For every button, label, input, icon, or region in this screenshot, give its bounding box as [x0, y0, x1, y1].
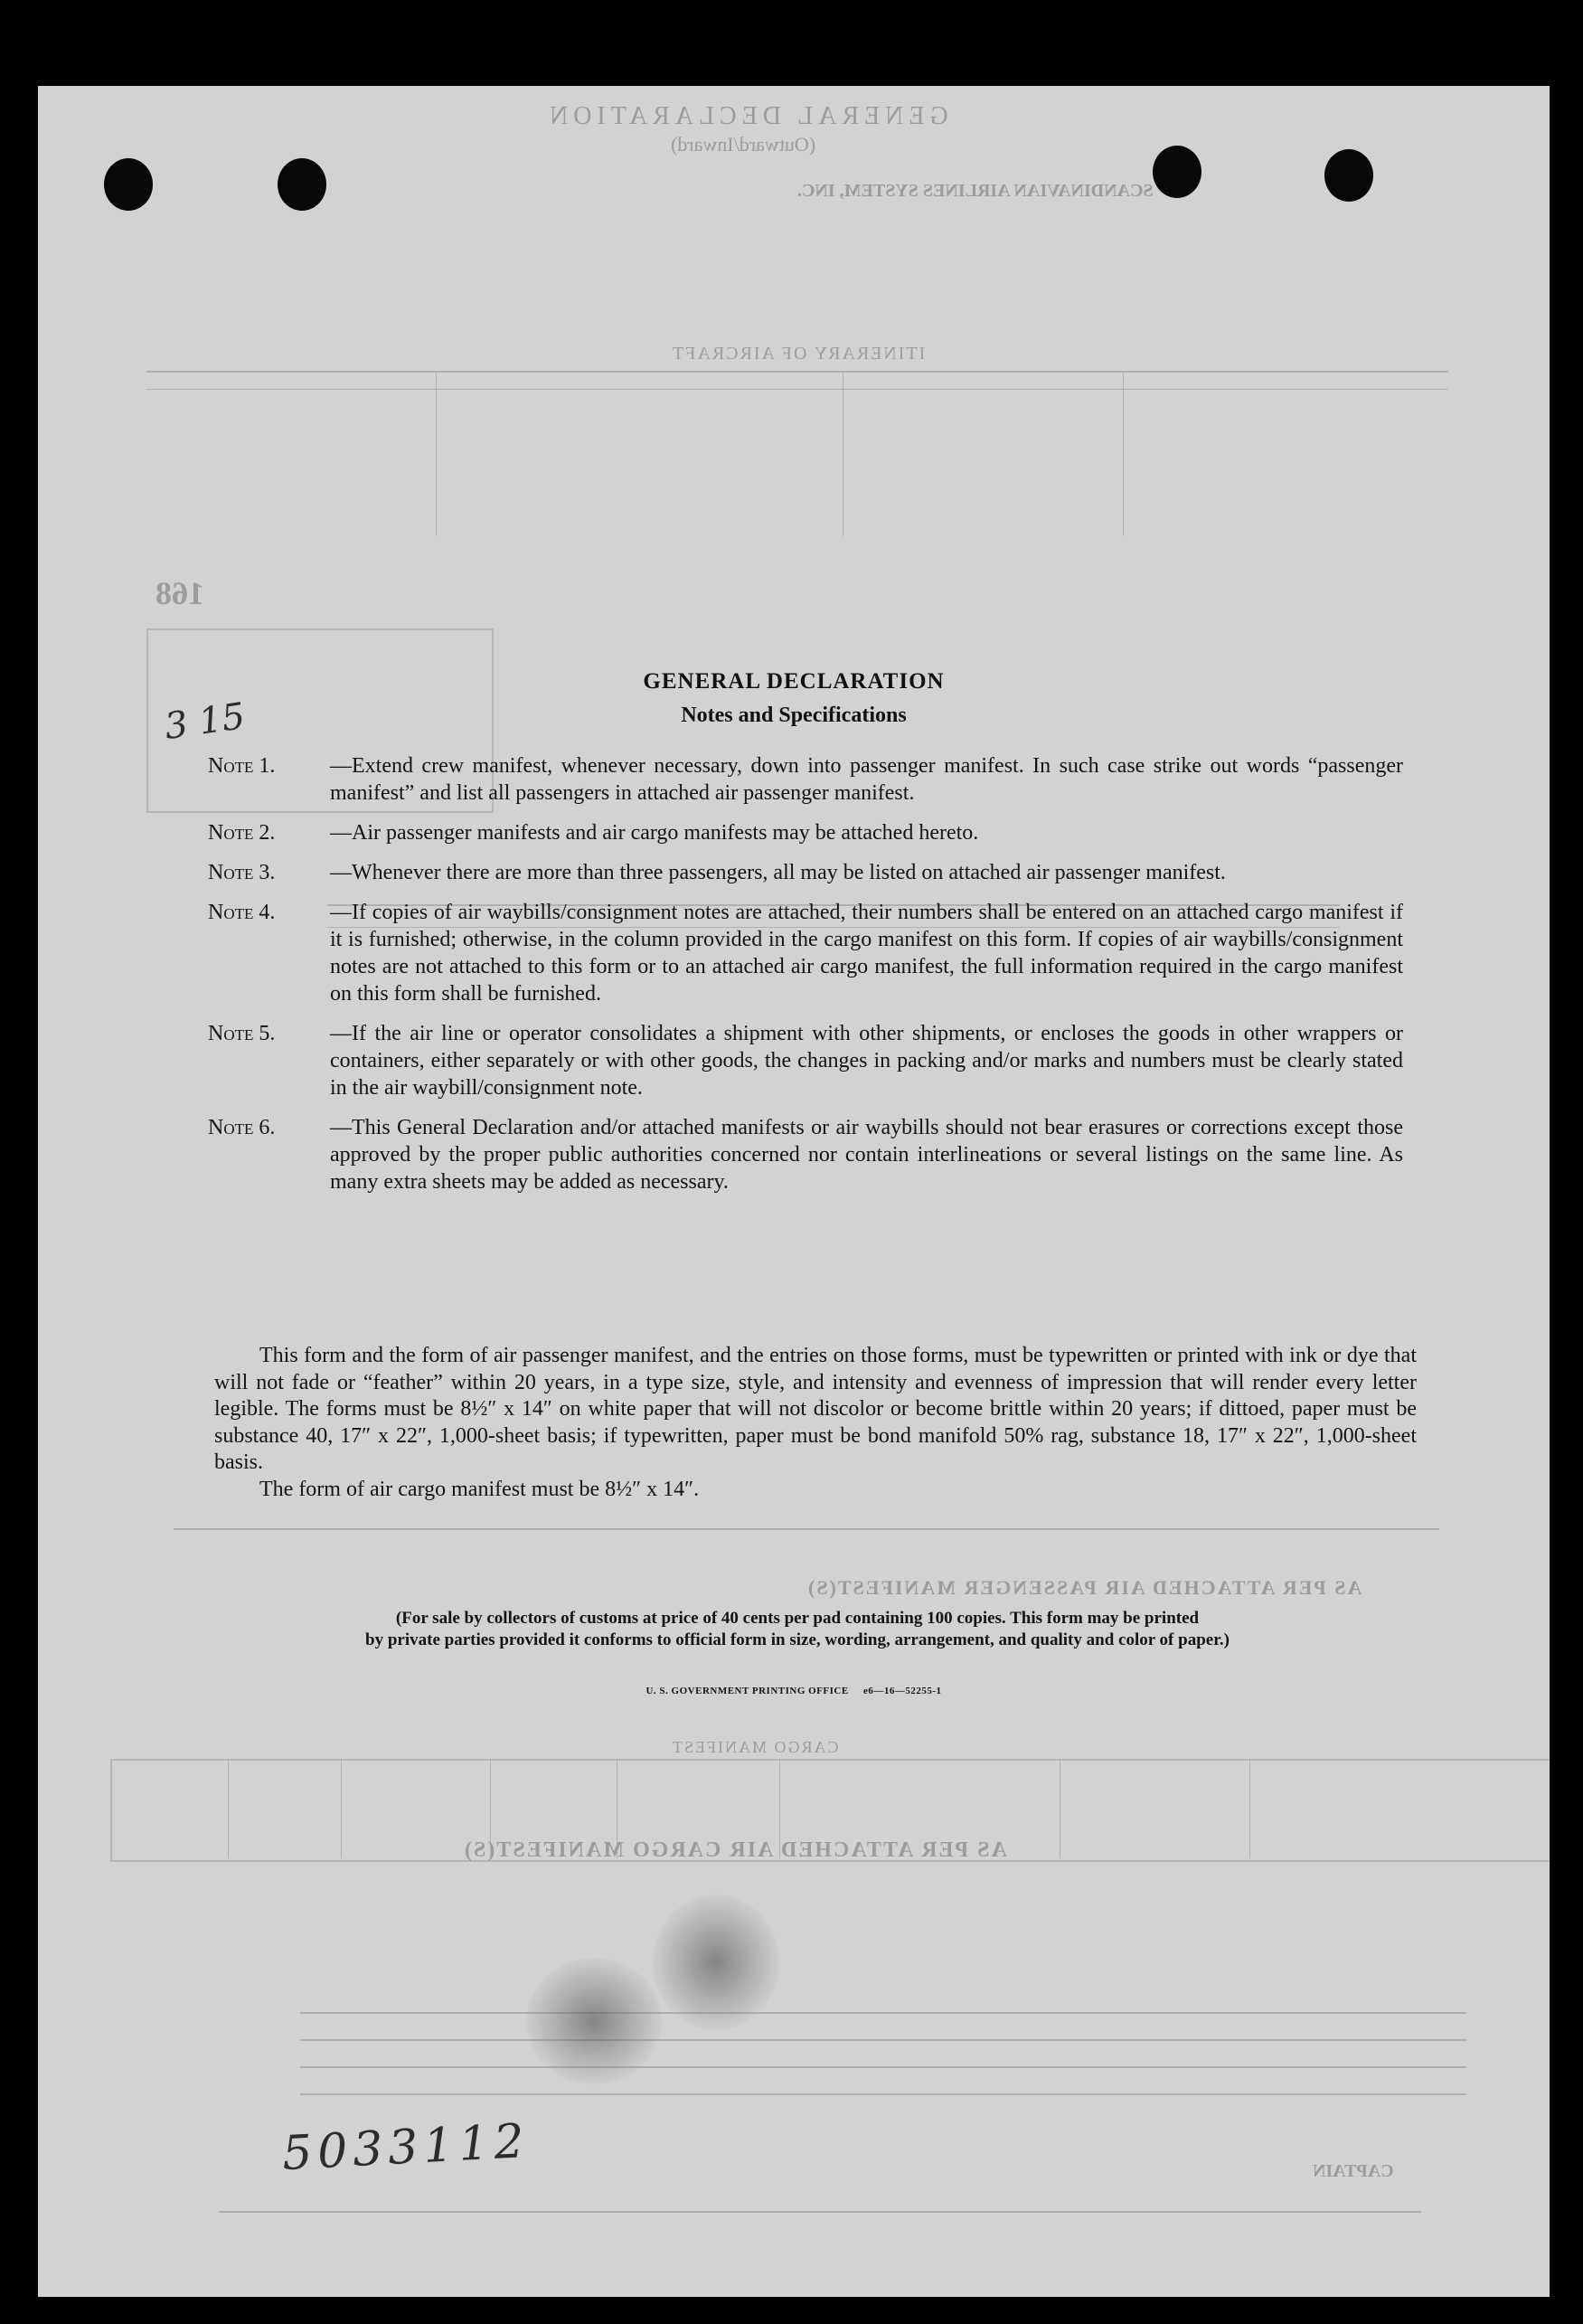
note-text: —Air passenger manifests and air cargo manifests may be attached hereto.	[330, 821, 979, 845]
note-2	[208, 819, 1403, 846]
note-text: —This General Declaration and/or attached manifests or air waybills should not bear erasures or corrections except those approved by the proper public authorities concerned nor contain interlineations or several listings on the same line. As many extra sheets may be added as necessary.	[330, 1116, 1403, 1194]
note-label: Note 3.	[208, 861, 276, 884]
punch-hole-2	[278, 158, 326, 211]
bleed-cargo-manifest-title: CARGO MANIFEST	[671, 1738, 839, 1756]
bleed-cargo-stamp: AS PER ATTACHED AIR CARGO MANIFEST(S)	[463, 1838, 1007, 1862]
bleed-header-title: GENERAL DECLARATION	[544, 102, 948, 130]
declaration-title: GENERAL DECLARATION	[643, 669, 945, 694]
punch-hole-4	[1324, 149, 1373, 202]
declaration-subtitle: Notes and Specifications	[681, 704, 907, 727]
note-6	[208, 1114, 1403, 1195]
note-label: Note 5.	[208, 1022, 276, 1045]
sale-notice-line-1: (For sale by collectors of customs at price of 40 cents per pad containing 100 copies. This form may be printed	[395, 1609, 1200, 1628]
note-5	[208, 1020, 1403, 1101]
punch-hole-3	[1153, 146, 1201, 198]
document-page	[38, 86, 1550, 2297]
bleed-header-sub: (Outward/Inward)	[671, 133, 816, 156]
note-4	[208, 899, 1403, 1007]
bleed-itinerary: ITINERARY OF AIRCRAFT	[671, 344, 926, 364]
handwritten-annotation-bottom: 5033112	[280, 2113, 531, 2182]
note-label: Note 2.	[208, 821, 276, 845]
cargo-manifest-size-line: The form of air cargo manifest must be 8½″ x 14″.	[259, 1477, 700, 1501]
punch-hole-1	[104, 158, 153, 211]
note-text: —If copies of air waybills/consignment notes are attached, their numbers shall be entered on an attached cargo manifest if it is furnished; otherwise, in the column provided in the cargo manifest on this form. If copies of air waybills/consignment notes are not attached to this form or to an attached air cargo manifest, the full information required in the cargo manifest on this form shall be furnished.	[330, 901, 1403, 1006]
ink-smudge	[526, 1958, 662, 2084]
bleed-passenger-stamp: AS PER ATTACHED AIR PASSENGER MANIFEST(S)	[806, 1576, 1362, 1599]
note-text: —If the air line or operator consolidates a shipment with other shipments, or encloses the goods in other wrappers or containers, either separately or with other goods, the changes in packing and/or marks and numbers must be clearly stated in the air waybill/consignment note.	[330, 1022, 1403, 1100]
bleed-operator: SCANDINAVIAN AIRLINES SYSTEM, INC.	[797, 181, 1154, 201]
note-label: Note 6.	[208, 1116, 276, 1139]
specifications-text: This form and the form of air passenger manifest, and the entries on those forms, must be typewritten or printed with ink or dye that will not fade or “feather” within 20 years, in a type size, style, and intensity and evenness of impression that will render every letter legible. The forms must be 8½″ x 14″ on white paper that will not discolor or become brittle within 20 years; if dittoed, paper must be substance 40, 17″ x 22″, 1,000-sheet basis; if typewritten, paper must be bond manifold 50% rag, substance 18, 17″ x 22″, 1,000-sheet basis.	[214, 1344, 1417, 1474]
specifications-paragraph	[214, 1343, 1417, 1503]
bleed-captain: CAPTAIN	[1313, 2161, 1394, 2181]
notes-list	[208, 752, 1403, 1208]
bleed-page-number: 168	[155, 575, 204, 611]
note-label: Note 1.	[208, 754, 276, 778]
ink-smudge	[653, 1894, 779, 2030]
note-text: —Whenever there are more than three passengers, all may be listed on attached air passenger manifest.	[330, 861, 1226, 884]
note-1	[208, 752, 1403, 807]
note-text: —Extend crew manifest, whenever necessary, down into passenger manifest. In such case strike out words “passenger manifest” and list all passengers in attached air passenger manifest.	[330, 754, 1403, 805]
sale-notice-line-2: by private parties provided it conforms to official form in size, wording, arrangement, and quality and color of paper.)	[365, 1630, 1230, 1649]
note-3	[208, 859, 1403, 886]
printing-office-line: U. S. GOVERNMENT PRINTING OFFICE e6—16—52255-1	[645, 1686, 942, 1696]
note-label: Note 4.	[208, 901, 276, 924]
handwritten-annotation-top: 3 15	[162, 695, 248, 748]
